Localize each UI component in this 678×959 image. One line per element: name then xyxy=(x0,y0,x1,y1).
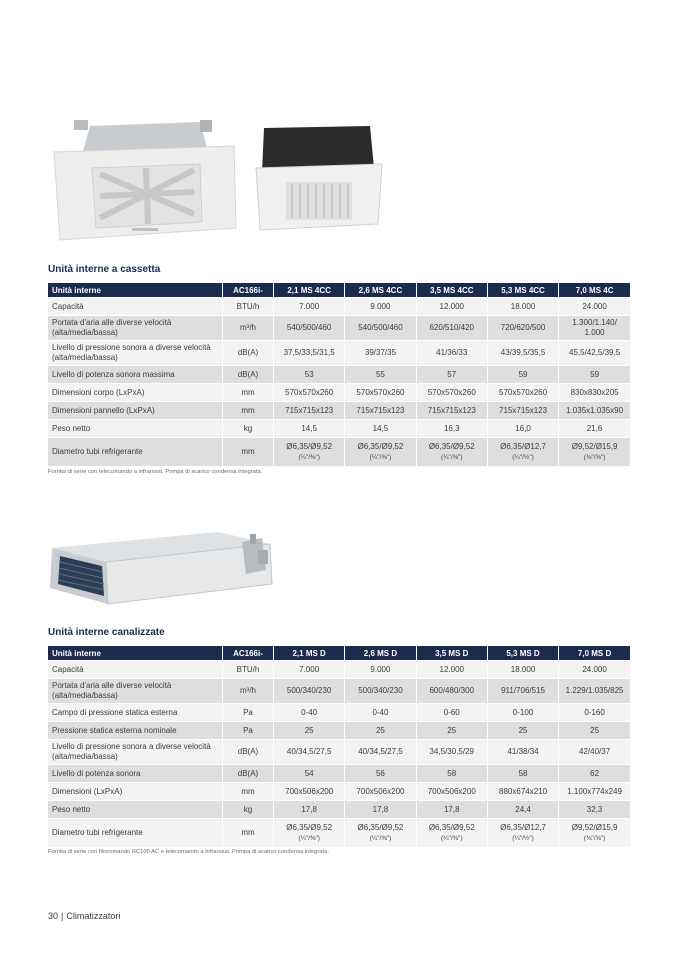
cell-value: 59 xyxy=(487,366,558,384)
cell-value: 58 xyxy=(487,765,558,783)
cell-value: 25 xyxy=(274,722,345,740)
header-cell: AC166i- xyxy=(223,646,274,661)
header-cell: 5,3 MS 4CC xyxy=(487,283,558,298)
table-row xyxy=(48,722,630,740)
cell-value: 570x570x260 xyxy=(345,384,416,402)
row-label: Campo di pressione statica esterna xyxy=(48,704,223,722)
page-footer xyxy=(48,911,120,921)
cell-value: 56 xyxy=(345,765,416,783)
pipe-inch: (¼"/½") xyxy=(512,834,534,842)
pipe-inch: (¼"/⅜") xyxy=(440,834,463,842)
cell-value: 570x570x260 xyxy=(487,384,558,402)
cell-value: 700x506x200 xyxy=(274,783,345,801)
row-label: Dimensioni pannello (LxPxA) xyxy=(48,402,223,420)
cassette-dark-image xyxy=(254,124,384,234)
table-row xyxy=(48,341,630,366)
row-unit: Pa xyxy=(223,704,274,722)
pipe-inch: (¼"/½") xyxy=(512,453,534,461)
cell-value: 45,5/42,5/39,5 xyxy=(559,341,630,366)
cell-value: 0-40 xyxy=(274,704,345,722)
cell-value: 540/500/460 xyxy=(345,316,416,341)
cell-value: 25 xyxy=(487,722,558,740)
cell-value: 24.000 xyxy=(559,298,630,316)
cell-value: 41/36/33 xyxy=(416,341,487,366)
cell-value xyxy=(416,438,487,467)
row-label: Peso netto xyxy=(48,420,223,438)
row-unit: dB(A) xyxy=(223,765,274,783)
cell-value: 54 xyxy=(274,765,345,783)
table-header-row xyxy=(48,646,630,661)
cell-value: 700x506x200 xyxy=(416,783,487,801)
row-label: Peso netto xyxy=(48,801,223,819)
cell-value: 570x570x260 xyxy=(274,384,345,402)
cell-value: 7.000 xyxy=(274,298,345,316)
cassette-section-title: Unità interne a cassetta xyxy=(48,264,161,275)
cell-value: 715x715x123 xyxy=(416,402,487,420)
table-row xyxy=(48,661,630,679)
row-label: Portata d'aria alle diverse velocità (alta/media/bassa) xyxy=(48,679,223,704)
cell-value: 715x715x123 xyxy=(345,402,416,420)
cell-value: 911/706/515 xyxy=(487,679,558,704)
pipe-mm: Ø6,35/Ø9,52 xyxy=(286,822,333,832)
cell-value: 21,6 xyxy=(559,420,630,438)
cell-value: 715x715x123 xyxy=(487,402,558,420)
cell-value: 7.000 xyxy=(274,661,345,679)
header-cell: 7,0 MS D xyxy=(559,646,630,661)
row-label: Pressione statica esterna nominale xyxy=(48,722,223,740)
row-unit: dB(A) xyxy=(223,740,274,765)
table-row xyxy=(48,704,630,722)
cell-value: 34,5/30,5/29 xyxy=(416,740,487,765)
header-cell: 3,5 MS D xyxy=(416,646,487,661)
table-header-row xyxy=(48,283,630,298)
cell-value: 17,8 xyxy=(274,801,345,819)
cell-value: 24,4 xyxy=(487,801,558,819)
row-unit: mm xyxy=(223,819,274,848)
cell-value: 9.000 xyxy=(345,661,416,679)
cell-value: 880x674x210 xyxy=(487,783,558,801)
table-row xyxy=(48,420,630,438)
row-unit: kg xyxy=(223,420,274,438)
cell-value: 720/620/500 xyxy=(487,316,558,341)
cell-value: 1.300/1.140/ 1.000 xyxy=(559,316,630,341)
cell-value: 500/340/230 xyxy=(345,679,416,704)
cell-value: 0-160 xyxy=(559,704,630,722)
cell-value: 500/340/230 xyxy=(274,679,345,704)
cell-value: 540/500/460 xyxy=(274,316,345,341)
row-unit: Pa xyxy=(223,722,274,740)
header-cell: 2,1 MS 4CC xyxy=(274,283,345,298)
table-row xyxy=(48,438,630,467)
table-row xyxy=(48,679,630,704)
pipe-inch: (⅜"/⅝") xyxy=(583,834,606,842)
row-unit: mm xyxy=(223,438,274,467)
pipe-inch: (¼"/⅜") xyxy=(369,453,392,461)
cell-value: 12.000 xyxy=(416,661,487,679)
table-row xyxy=(48,298,630,316)
pipe-mm: Ø6,35/Ø9,52 xyxy=(357,441,404,451)
pipe-mm: Ø6,35/Ø9,52 xyxy=(286,441,333,451)
row-unit: BTU/h xyxy=(223,298,274,316)
cell-value: 0-100 xyxy=(487,704,558,722)
cell-value: 570x570x260 xyxy=(416,384,487,402)
row-label: Diametro tubi refrigerante xyxy=(48,438,223,467)
cell-value: 12.000 xyxy=(416,298,487,316)
cell-value: 1.229/1.035/825 xyxy=(559,679,630,704)
footer-separator: | xyxy=(61,911,64,921)
row-unit: m³/h xyxy=(223,316,274,341)
cassette-white-image xyxy=(50,118,240,246)
row-label: Portata d'aria alle diverse velocità (alta/media/bassa) xyxy=(48,316,223,341)
cell-value: 18.000 xyxy=(487,661,558,679)
page-number: 30 xyxy=(48,911,59,921)
table-row xyxy=(48,384,630,402)
cell-value: 40/34,5/27,5 xyxy=(345,740,416,765)
cell-value: 25 xyxy=(345,722,416,740)
table-row xyxy=(48,316,630,341)
pipe-mm: Ø9,52/Ø15,9 xyxy=(571,441,618,451)
cell-value xyxy=(487,438,558,467)
row-unit: BTU/h xyxy=(223,661,274,679)
row-label: Dimensioni corpo (LxPxA) xyxy=(48,384,223,402)
row-unit: dB(A) xyxy=(223,366,274,384)
header-cell: 7,0 MS 4C xyxy=(559,283,630,298)
table-row xyxy=(48,783,630,801)
header-cell: 3,5 MS 4CC xyxy=(416,283,487,298)
cell-value: 0-40 xyxy=(345,704,416,722)
row-unit: kg xyxy=(223,801,274,819)
table-row xyxy=(48,740,630,765)
row-label: Dimensioni (LxPxA) xyxy=(48,783,223,801)
table-row xyxy=(48,366,630,384)
cell-value: 700x506x200 xyxy=(345,783,416,801)
cell-value: 43/39,5/35,5 xyxy=(487,341,558,366)
row-label: Livello di potenza sonora xyxy=(48,765,223,783)
cell-value: 830x830x205 xyxy=(559,384,630,402)
cell-value: 55 xyxy=(345,366,416,384)
row-label: Livello di pressione sonora a diverse velocità (alta/media/bassa) xyxy=(48,740,223,765)
row-unit: mm xyxy=(223,384,274,402)
cell-value: 40/34,5/27,5 xyxy=(274,740,345,765)
header-cell: 2,1 MS D xyxy=(274,646,345,661)
ducted-note: Fornita di serie con filocomando RC100 AC e telecomando a infrarossi. Pompa di scarico condensa integrata. xyxy=(48,849,329,855)
cell-value: 1.035x1.035x90 xyxy=(559,402,630,420)
cell-value: 57 xyxy=(416,366,487,384)
row-label: Livello di potenza sonora massima xyxy=(48,366,223,384)
cell-value xyxy=(274,438,345,467)
table-row xyxy=(48,402,630,420)
cell-value: 32,3 xyxy=(559,801,630,819)
pipe-inch: (¼"/⅜") xyxy=(298,453,320,461)
pipe-mm: Ø6,35/Ø9,52 xyxy=(357,822,404,832)
cell-value: 14,5 xyxy=(345,420,416,438)
cell-value: 62 xyxy=(559,765,630,783)
cell-value: 25 xyxy=(416,722,487,740)
pipe-inch: (¼"/⅜") xyxy=(298,834,320,842)
cell-value xyxy=(345,819,416,848)
cell-value: 16,0 xyxy=(487,420,558,438)
cell-value: 42/40/37 xyxy=(559,740,630,765)
row-label: Capacità xyxy=(48,298,223,316)
cassette-spec-table xyxy=(48,283,630,466)
header-cell: 5,3 MS D xyxy=(487,646,558,661)
pipe-mm: Ø6,35/Ø9,52 xyxy=(428,822,475,832)
cell-value: 1.100x774x249 xyxy=(559,783,630,801)
header-cell: Unità interne xyxy=(48,283,223,298)
table-row xyxy=(48,765,630,783)
cell-value: 37,5/33,5/31,5 xyxy=(274,341,345,366)
ducted-section-title: Unità interne canalizzate xyxy=(48,627,165,638)
ducted-spec-table xyxy=(48,646,630,847)
cell-value: 17,8 xyxy=(345,801,416,819)
pipe-inch: (¼"/⅜") xyxy=(369,834,392,842)
table-row xyxy=(48,819,630,848)
cell-value xyxy=(559,819,630,848)
header-cell: 2,6 MS 4CC xyxy=(345,283,416,298)
row-label: Capacità xyxy=(48,661,223,679)
cell-value: 0-60 xyxy=(416,704,487,722)
cassette-note: Fornita di serie con telecomando a infrarossi. Pompa di scarico condensa integrata. xyxy=(48,469,263,475)
cell-value: 39/37/35 xyxy=(345,341,416,366)
pipe-inch: (⅜"/⅝") xyxy=(583,453,606,461)
cell-value: 53 xyxy=(274,366,345,384)
footer-section: Climatizzatori xyxy=(66,911,121,921)
cell-value: 41/38/34 xyxy=(487,740,558,765)
row-label: Livello di pressione sonora a diverse velocità (alta/media/bassa) xyxy=(48,341,223,366)
cell-value: 14,5 xyxy=(274,420,345,438)
pipe-mm: Ø6,35/Ø9,52 xyxy=(428,441,475,451)
cell-value xyxy=(345,438,416,467)
pipe-mm: Ø9,52/Ø15,9 xyxy=(571,822,618,832)
cell-value: 17,8 xyxy=(416,801,487,819)
cell-value: 24.000 xyxy=(559,661,630,679)
cell-value: 600/480/300 xyxy=(416,679,487,704)
cell-value: 59 xyxy=(559,366,630,384)
cell-value: 715x715x123 xyxy=(274,402,345,420)
cell-value xyxy=(274,819,345,848)
pipe-mm: Ø6,35/Ø12,7 xyxy=(500,822,546,832)
header-cell: Unità interne xyxy=(48,646,223,661)
cell-value xyxy=(487,819,558,848)
row-unit: mm xyxy=(223,783,274,801)
pipe-inch: (¼"/⅜") xyxy=(440,453,463,461)
ducted-unit-image xyxy=(46,526,278,608)
cell-value: 58 xyxy=(416,765,487,783)
row-unit: m³/h xyxy=(223,679,274,704)
header-cell: AC166i- xyxy=(223,283,274,298)
cell-value: 25 xyxy=(559,722,630,740)
cell-value xyxy=(559,438,630,467)
cell-value: 620/510/420 xyxy=(416,316,487,341)
pipe-mm: Ø6,35/Ø12,7 xyxy=(500,441,546,451)
header-cell: 2,6 MS D xyxy=(345,646,416,661)
cell-value: 18.000 xyxy=(487,298,558,316)
cell-value: 16,3 xyxy=(416,420,487,438)
row-unit: mm xyxy=(223,402,274,420)
cell-value xyxy=(416,819,487,848)
row-unit: dB(A) xyxy=(223,341,274,366)
cell-value: 9.000 xyxy=(345,298,416,316)
table-row xyxy=(48,801,630,819)
row-label: Diametro tubi refrigerante xyxy=(48,819,223,848)
